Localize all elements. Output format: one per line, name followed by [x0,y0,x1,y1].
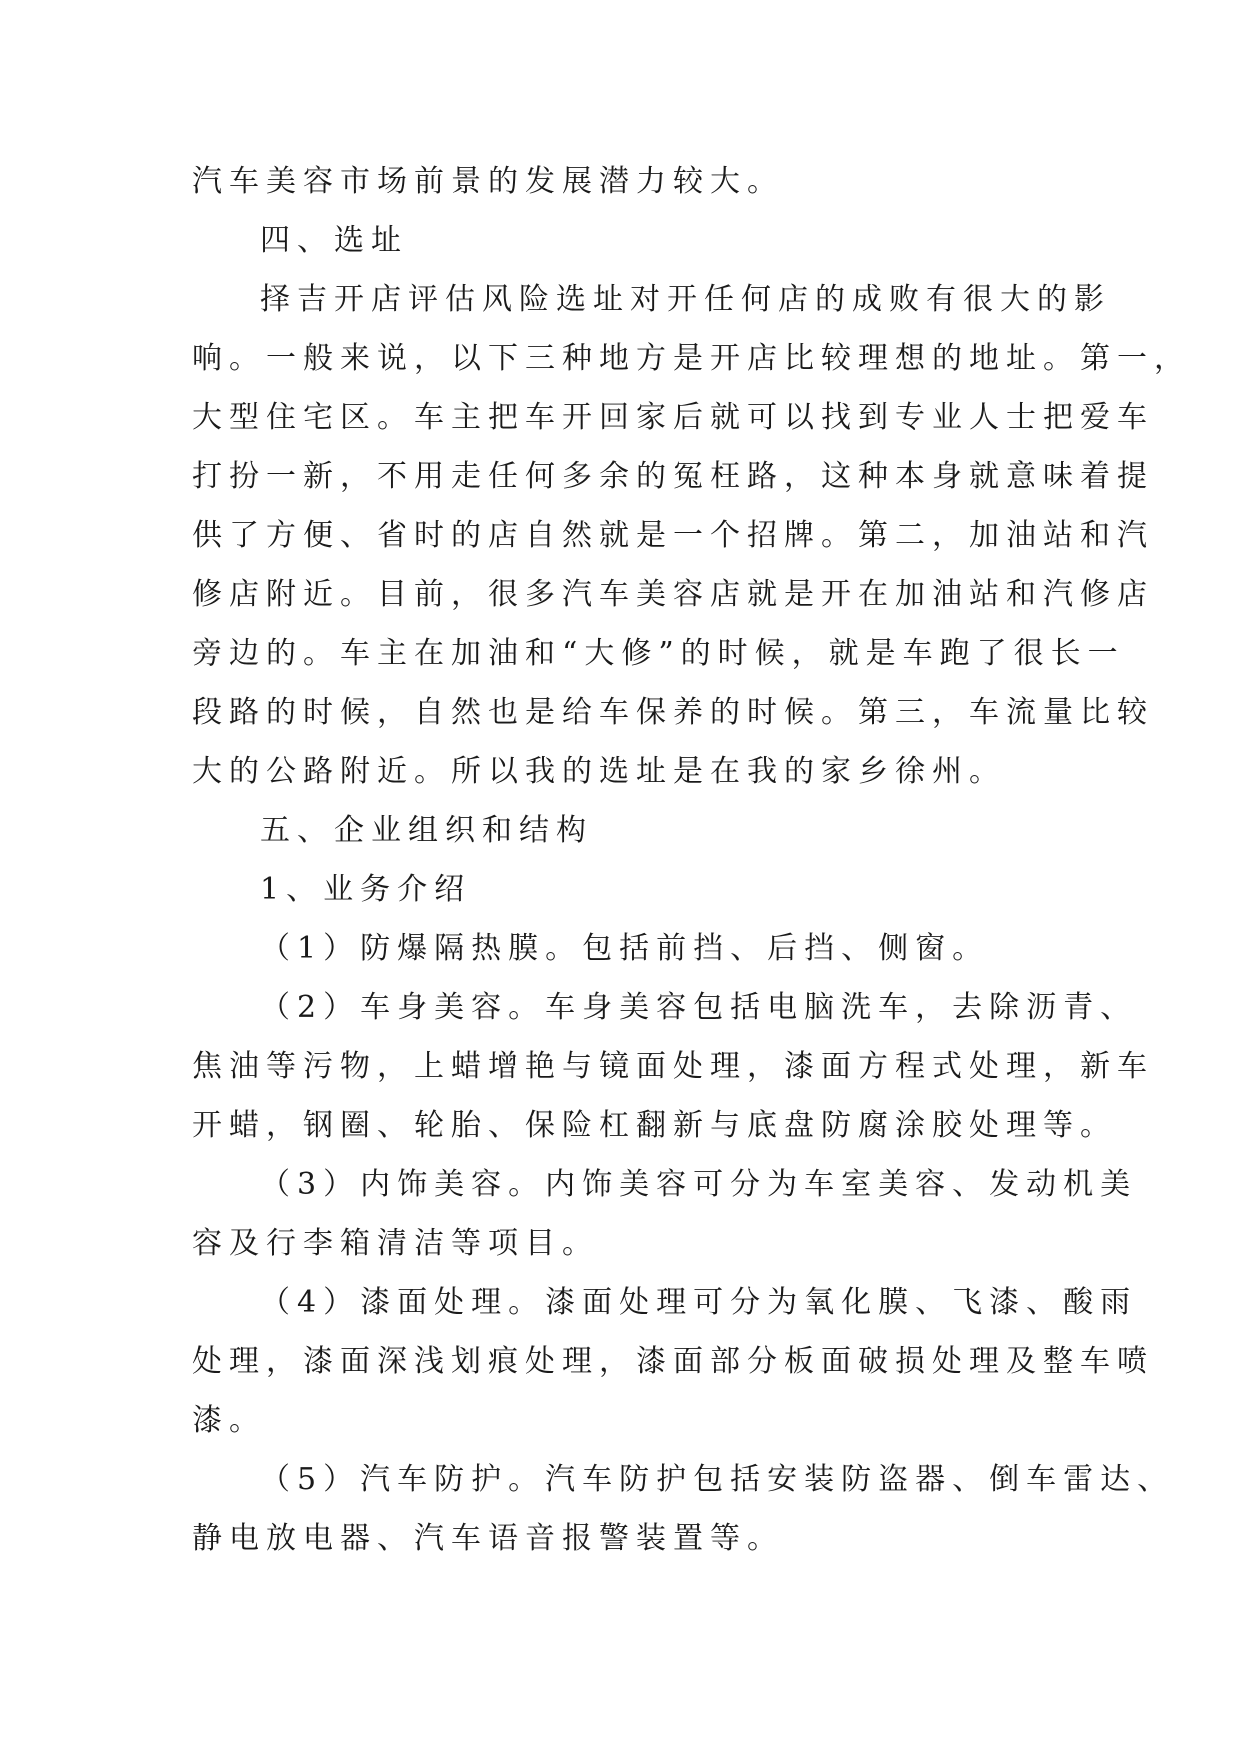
text-line: 大的公路附近。所以我的选址是在我的家乡徐州。 [192,754,1006,789]
text-line: 开蜡，钢圈、轮胎、保险杠翻新与底盘防腐涂胶处理等。 [192,1108,1117,1143]
list-item: （3）内饰美容。内饰美容可分为车室美容、发动机美 [260,1167,1138,1202]
text-line: 修店附近。目前，很多汽车美容店就是开在加油站和汽修店 [192,577,1154,612]
text-line: 焦油等污物，上蜡增艳与镜面处理，漆面方程式处理，新车 [192,1049,1154,1084]
section-heading-site-selection: 四、选址 [260,223,408,258]
text-line: 汽车美容市场前景的发展潜力较大。 [192,164,784,199]
text-line: 容及行李箱清洁等项目。 [192,1226,599,1261]
text-line: 择吉开店评估风险选址对开任何店的成败有很大的影 [260,282,1111,317]
text-line: 静电放电器、汽车语音报警装置等。 [192,1521,784,1556]
text-line: 段路的时候，自然也是给车保养的时候。第三，车流量比较 [192,695,1154,730]
document-body [192,152,1191,1568]
list-item: （1）防爆隔热膜。包括前挡、后挡、侧窗。 [260,931,990,966]
text-line: 大型住宅区。车主把车开回家后就可以找到专业人士把爱车 [192,400,1154,435]
section-heading-organization: 五、企业组织和结构 [260,813,593,848]
text-line: 处理，漆面深浅划痕处理，漆面部分板面破损处理及整车喷 [192,1344,1154,1379]
text-line: 打扮一新，不用走任何多余的冤枉路，这种本身就意味着提 [192,459,1154,494]
text-line: 漆。 [192,1403,266,1438]
text-line: 响。一般来说，以下三种地方是开店比较理想的地址。第一， [192,341,1191,376]
list-item: （2）车身美容。车身美容包括电脑洗车，去除沥青、 [260,990,1138,1025]
text-line: 供了方便、省时的店自然就是一个招牌。第二，加油站和汽 [192,518,1154,553]
subsection-heading-business: 1、业务介绍 [260,872,472,907]
list-item: （5）汽车防护。汽车防护包括安装防盗器、倒车雷达、 [260,1462,1175,1497]
list-item: （4）漆面处理。漆面处理可分为氧化膜、飞漆、酸雨 [260,1285,1138,1320]
text-line: 旁边的。车主在加油和“大修”的时候，就是车跑了很长一 [192,636,1125,671]
